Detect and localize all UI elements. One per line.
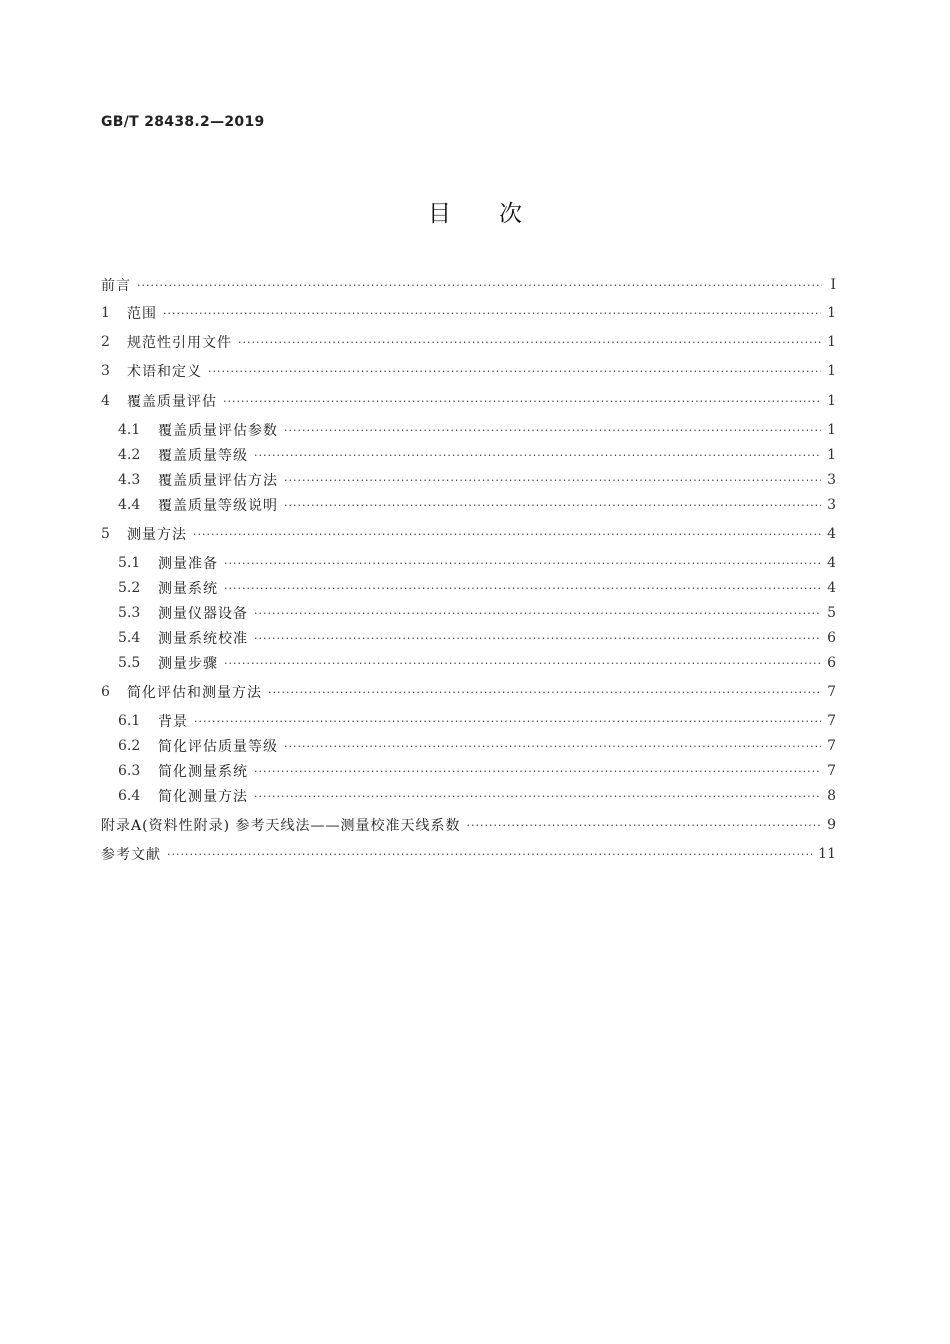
- toc-leader-dots: [254, 790, 821, 803]
- toc-entry-6-1[interactable]: [118, 710, 836, 732]
- toc-entry-page: 7: [827, 713, 836, 729]
- toc-leader-dots: [254, 449, 821, 462]
- toc-entry-label: 测量系统校准: [158, 631, 248, 647]
- toc-entry-5[interactable]: [101, 523, 836, 545]
- toc-entry-number: 4: [101, 393, 110, 409]
- toc-entry-6-4[interactable]: [118, 785, 836, 807]
- toc-entry-number: 6: [101, 684, 110, 700]
- toc-entry-label: 规范性引用文件: [127, 335, 232, 351]
- toc-leader-dots: [137, 279, 822, 292]
- toc-entry-preface[interactable]: [101, 274, 836, 296]
- toc-entry-number: 5.5: [118, 655, 141, 671]
- toc-entry-page: 7: [827, 738, 836, 754]
- toc-entry-page: 6: [827, 655, 836, 671]
- toc-entry-label: 前言: [101, 278, 131, 294]
- toc-leader-dots: [224, 657, 821, 670]
- toc-entry-5-2[interactable]: [118, 577, 836, 599]
- toc-leader-dots: [163, 307, 821, 320]
- toc-entry-label: 覆盖质量等级说明: [158, 498, 278, 514]
- toc-entry-number: 5: [101, 526, 110, 542]
- toc-entry-label: 参考文献: [101, 847, 161, 863]
- toc-entry-page: 1: [827, 305, 836, 321]
- toc-entry-5-1[interactable]: [118, 552, 836, 574]
- toc-entry-4-1[interactable]: [118, 419, 836, 441]
- toc-entry-3[interactable]: [101, 360, 836, 382]
- toc-entry-label: 简化评估和测量方法: [127, 685, 262, 701]
- toc-entry-label: 覆盖质量评估方法: [158, 473, 278, 489]
- toc-leader-dots: [238, 336, 821, 349]
- toc-entry-page: 1: [827, 422, 836, 438]
- toc-entry-label: 测量仪器设备: [158, 606, 248, 622]
- toc-entry-page: 9: [827, 817, 836, 833]
- toc-entry-page: 5: [827, 605, 836, 621]
- toc-leader-dots: [254, 607, 821, 620]
- toc-entry-label: 范围: [127, 306, 157, 322]
- standard-code: GB/T 28438.2—2019: [101, 114, 265, 130]
- toc-leader-dots: [284, 740, 821, 753]
- toc-entry-number: 6.2: [118, 738, 141, 754]
- toc-leader-dots: [193, 528, 821, 541]
- toc-entry-number: 5.2: [118, 580, 141, 596]
- toc-entry-number: 2: [101, 334, 110, 350]
- toc-entry-page: 4: [827, 580, 836, 596]
- toc-entry-appendix-a[interactable]: [101, 814, 836, 836]
- toc-leader-dots: [254, 765, 821, 778]
- toc-entry-page: 4: [827, 555, 836, 571]
- toc-entry-5-4[interactable]: [118, 627, 836, 649]
- toc-entry-label: 覆盖质量评估: [127, 394, 217, 410]
- toc-entry-page: 7: [827, 763, 836, 779]
- toc-entry-number: 4.4: [118, 497, 141, 513]
- toc-leader-dots: [268, 686, 821, 699]
- toc-entry-number: 4.2: [118, 447, 141, 463]
- toc-entry-page: 3: [827, 497, 836, 513]
- toc-leader-dots: [466, 819, 821, 832]
- toc-entry-number: 5.3: [118, 605, 141, 621]
- toc-entry-4[interactable]: [101, 390, 836, 412]
- toc-entry-label: 背景: [158, 714, 188, 730]
- toc-entry-4-4[interactable]: [118, 494, 836, 516]
- toc-entry-5-5[interactable]: [118, 652, 836, 674]
- toc-entry-number: 6.4: [118, 788, 141, 804]
- toc-entry-4-2[interactable]: [118, 444, 836, 466]
- toc-entry-label: 术语和定义: [127, 364, 202, 380]
- toc-entry-page: 1: [827, 363, 836, 379]
- toc-entry-label: 简化测量方法: [158, 789, 248, 805]
- toc-entry-references[interactable]: [101, 843, 836, 865]
- toc-entry-number: 3: [101, 363, 110, 379]
- toc-entry-label: 测量方法: [127, 527, 187, 543]
- toc-entry-number: 4.1: [118, 422, 141, 438]
- toc-entry-number: 5.4: [118, 630, 141, 646]
- toc-entry-number: 1: [101, 305, 110, 321]
- toc-entry-label: 覆盖质量评估参数: [158, 423, 278, 439]
- toc-entry-label: 测量步骤: [158, 656, 218, 672]
- toc-entry-label: 附录A(资料性附录) 参考天线法——测量校准天线系数: [101, 818, 461, 834]
- toc-leader-dots: [167, 848, 812, 861]
- toc-entry-number: 5.1: [118, 555, 141, 571]
- toc-entry-6[interactable]: [101, 681, 836, 703]
- toc-entry-page: 6: [827, 630, 836, 646]
- toc-entry-page: 1: [827, 447, 836, 463]
- toc-entry-page: 3: [827, 472, 836, 488]
- toc-entry-page: 7: [827, 684, 836, 700]
- toc-entry-1[interactable]: [101, 302, 836, 324]
- toc-entry-page: 1: [827, 334, 836, 350]
- toc-entry-label: 简化测量系统: [158, 764, 248, 780]
- toc-entry-page: 11: [818, 846, 836, 862]
- toc-entry-number: 4.3: [118, 472, 141, 488]
- toc-leader-dots: [223, 395, 821, 408]
- toc-entry-label: 覆盖质量等级: [158, 448, 248, 464]
- toc-entry-label: 测量系统: [158, 581, 218, 597]
- toc-leader-dots: [224, 582, 821, 595]
- toc-entry-page: 1: [827, 393, 836, 409]
- toc-leader-dots: [224, 557, 821, 570]
- toc-leader-dots: [194, 715, 821, 728]
- toc-entry-label: 测量准备: [158, 556, 218, 572]
- toc-entry-2[interactable]: [101, 331, 836, 353]
- toc-entry-label: 简化评估质量等级: [158, 739, 278, 755]
- toc-entry-6-3[interactable]: [118, 760, 836, 782]
- toc-entry-number: 6.3: [118, 763, 141, 779]
- toc-entry-5-3[interactable]: [118, 602, 836, 624]
- toc-entry-number: 6.1: [118, 713, 141, 729]
- toc-entry-page: I: [830, 277, 836, 293]
- toc-leader-dots: [284, 499, 821, 512]
- toc-entry-page: 4: [827, 526, 836, 542]
- toc-leader-dots: [284, 474, 821, 487]
- toc-leader-dots: [284, 424, 821, 437]
- toc-entry-6-2[interactable]: [118, 735, 836, 757]
- toc-entry-page: 8: [827, 788, 836, 804]
- page-title: 目次: [428, 201, 570, 227]
- toc-leader-dots: [254, 632, 821, 645]
- toc-entry-4-3[interactable]: [118, 469, 836, 491]
- toc-leader-dots: [208, 365, 821, 378]
